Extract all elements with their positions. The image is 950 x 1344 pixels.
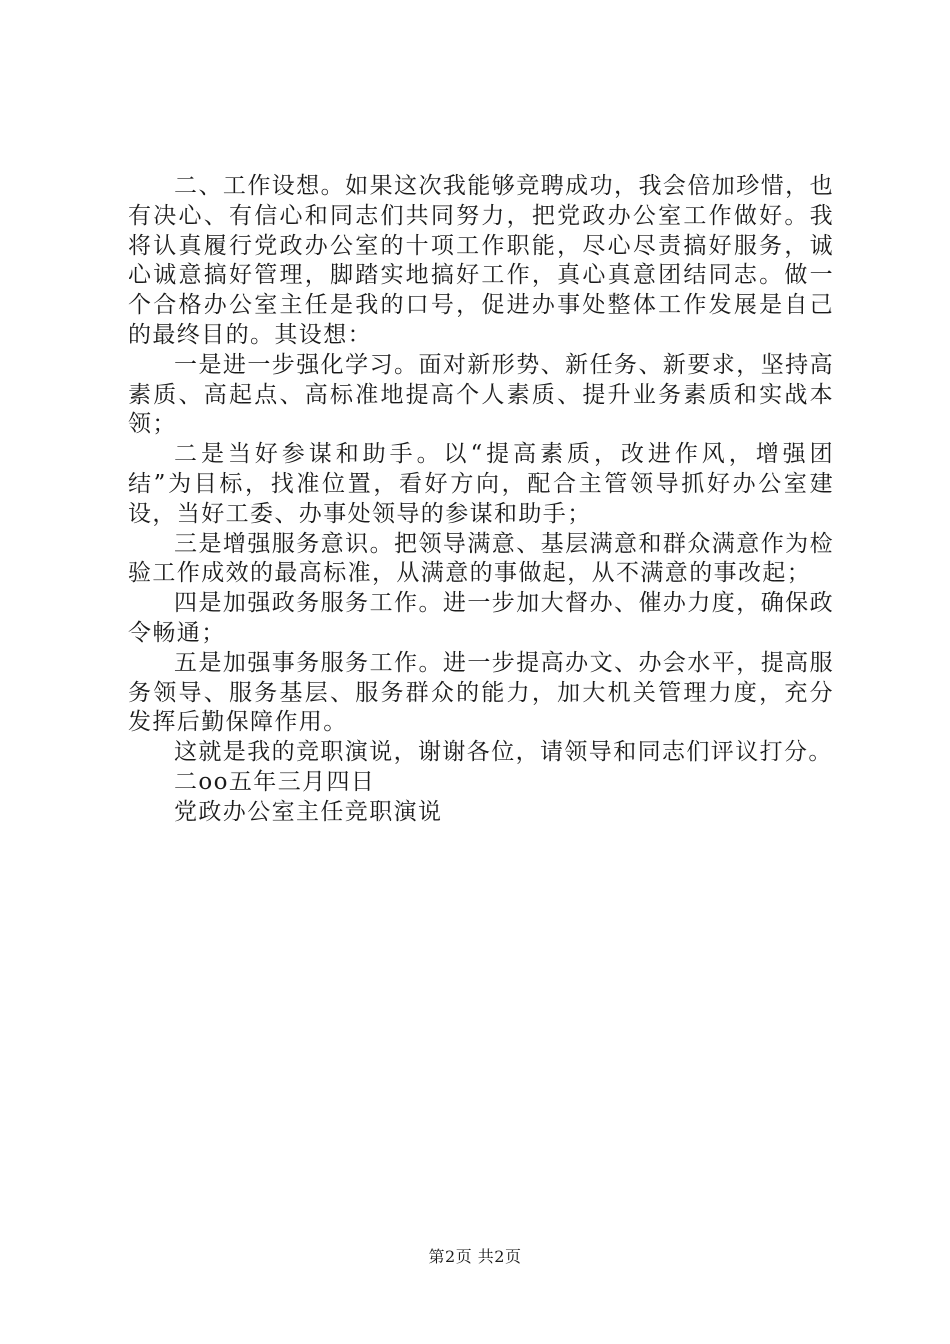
paragraph-point-three: 三是增强服务意识。把领导满意、基层满意和群众满意作为检验工作成效的最高标准，从满意的事做起，从不满意的事改起； (128, 530, 834, 587)
document-date: 二oo五年三月四日 (174, 768, 376, 795)
page-footer: 第2页 共2页 (428, 1247, 522, 1266)
paragraph-point-five: 五是加强事务服务工作。进一步提高办文、办会水平，提高服务领导、服务基层、服务群众的能力，加大机关管理力度，充分发挥后勤保障作用。 (128, 649, 834, 736)
paragraph-point-four: 四是加强政务服务工作。进一步加大督办、催办力度，确保政令畅通； (128, 590, 834, 646)
paragraph-closing: 这就是我的竞职演说，谢谢各位，请领导和同志们评议打分。 (174, 739, 833, 766)
paragraph-point-one: 一是进一步强化学习。面对新形势、新任务、新要求，坚持高素质、高起点、高标准地提高个人素质、提升业务素质和实战本领； (128, 351, 834, 438)
document-body (128, 172, 834, 828)
paragraph-point-two: 二是当好参谋和助手。以“提高素质，改进作风，增强团结”为目标，找准位置，看好方向，配合主管领导抓好办公室建设，当好工委、办事处领导的参谋和助手； (128, 441, 834, 527)
document-title-line: 党政办公室主任竞职演说 (174, 798, 443, 825)
paragraph-work-plan: 二、工作设想。如果这次我能够竞聘成功，我会倍加珍惜，也有决心、有信心和同志们共同努力，把党政办公室工作做好。我将认真履行党政办公室的十项工作职能，尽心尽责搞好服务，诚心诚意搞好管理，脚踏实地搞好工作，真心真意团结同志。做一个合格办公室主任是我的口号，促进办事处整体工作发展是自己的最终目的。其设想： (128, 173, 834, 348)
